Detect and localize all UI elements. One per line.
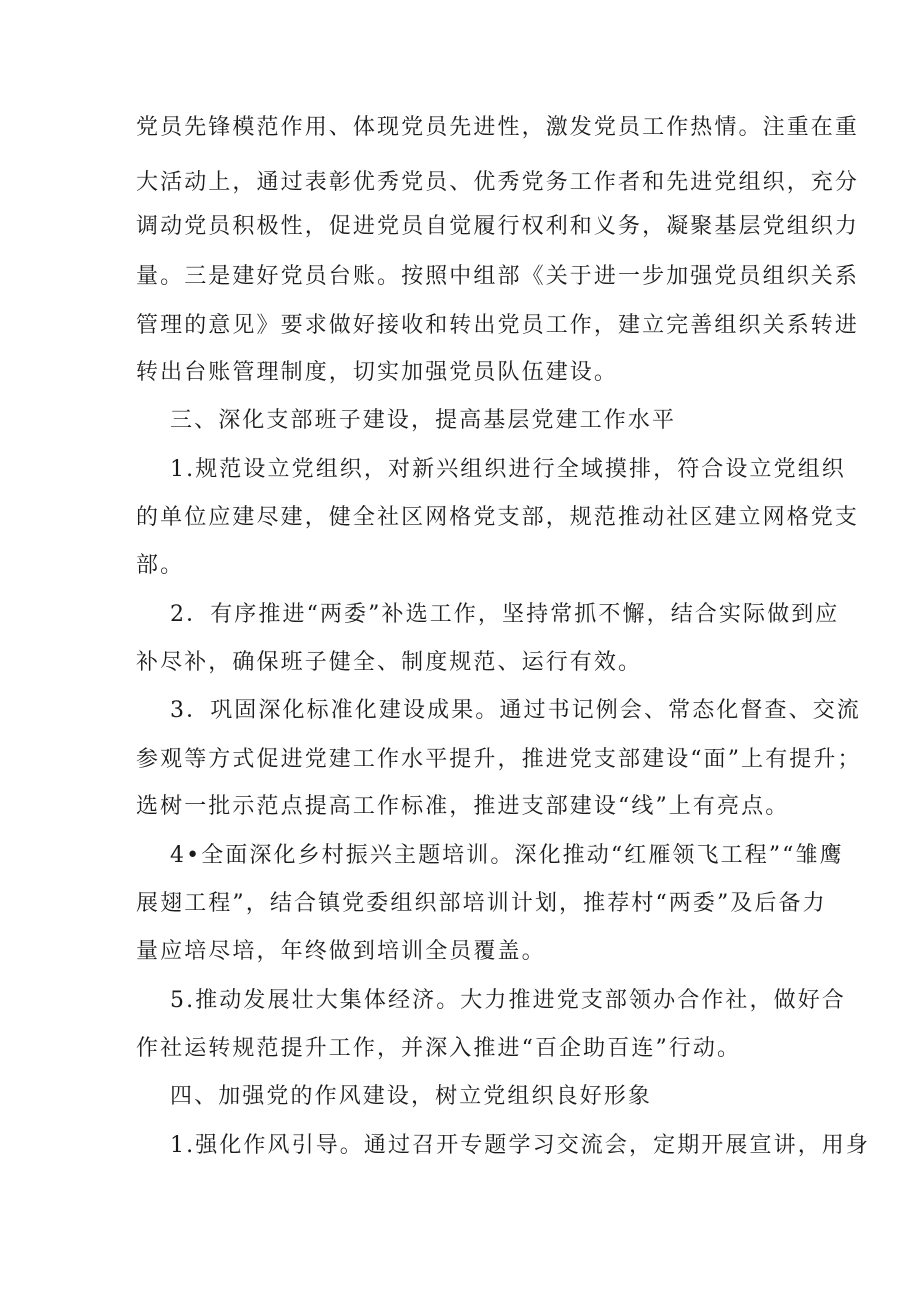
text-line: 量。三是建好党员台账。按照中组部《关于进一步加强党员组织关系 bbox=[136, 264, 860, 289]
section-heading: 四、加强党的作风建设，树立党组织良好形象 bbox=[170, 1084, 653, 1109]
text-line: 党员先锋模范作用、体现党员先进性，激发党员工作热情。注重在重 bbox=[136, 115, 860, 140]
text-line: 参观等方式促进党建工作水平提升，推进党支部建设“面”上有提升； bbox=[136, 747, 862, 772]
text-line: 4•全面深化乡村振兴主题培训。深化推动“红雁领飞工程”“雏鹰 bbox=[170, 843, 844, 868]
text-line: 大活动上，通过表彰优秀党员、优秀党务工作者和先进党组织，充分 bbox=[136, 170, 860, 195]
text-line: 转出台账管理制度，切实加强党员队伍建设。 bbox=[136, 360, 619, 385]
text-line: 选树一批示范点提高工作标准，推进支部建设“线”上有亮点。 bbox=[136, 794, 790, 819]
text-line: 补尽补，确保班子健全、制度规范、运行有效。 bbox=[136, 650, 643, 675]
section-heading: 三、深化支部班子建设，提高基层党建工作水平 bbox=[170, 408, 677, 433]
text-line: 量应培尽培，年终做到培训全员覆盖。 bbox=[136, 939, 546, 964]
text-line: 1.规范设立党组织，对新兴组织进行全域摸排，符合设立党组织 bbox=[170, 457, 846, 482]
text-line: 2．有序推进“两委”补选工作，坚持常抓不懈，结合实际做到应 bbox=[170, 602, 840, 627]
text-line: 3．巩固深化标准化建设成果。通过书记例会、常态化督查、交流 bbox=[170, 698, 861, 723]
text-line: 的单位应建尽建，健全社区网格党支部，规范推动社区建立网格党支 bbox=[136, 505, 860, 530]
text-line: 作社运转规范提升工作，并深入推进“百企助百连”行动。 bbox=[136, 1036, 742, 1061]
text-line: 展翅工程”，结合镇党委组织部培训计划，推荐村“两委”及后备力 bbox=[136, 891, 827, 916]
text-line: 1.强化作风引导。通过召开专题学习交流会，定期开展宣讲，用身 bbox=[170, 1133, 870, 1158]
text-line: 部。 bbox=[136, 553, 185, 578]
text-line: 5.推动发展壮大集体经济。大力推进党支部领办合作社，做好合 bbox=[170, 988, 846, 1013]
text-line: 管理的意见》要求做好接收和转出党员工作，建立完善组织关系转进 bbox=[136, 313, 860, 338]
text-line: 调动党员积极性，促进党员自觉履行权利和义务，凝聚基层党组织力 bbox=[136, 214, 860, 239]
